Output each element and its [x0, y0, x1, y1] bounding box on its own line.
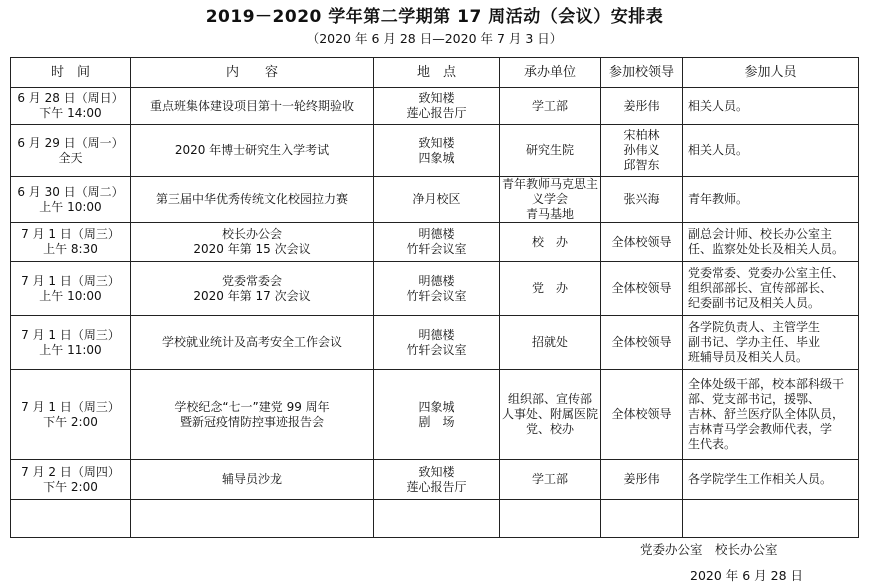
time-cell-line: 7 月 1 日（周三） — [21, 327, 120, 342]
place-cell-line: 莲心报告厅 — [406, 479, 467, 494]
leaders-cell-line: 全体校领导 — [611, 335, 672, 349]
table-row — [11, 316, 859, 370]
place-cell-line: 莲心报告厅 — [406, 106, 467, 120]
leaders-cell-line: 全体校领导 — [611, 281, 672, 295]
schedule-table — [10, 57, 859, 538]
organizer-cell-line: 招就处 — [531, 335, 568, 349]
content-cell-line: 2020 年第 17 次会议 — [193, 288, 311, 303]
place-cell — [374, 500, 500, 538]
table-header-row — [11, 58, 859, 88]
time-cell-line: 下午 14:00 — [39, 106, 102, 120]
participants-cell-line: 生代表。 — [688, 437, 737, 451]
participants-cell — [683, 88, 859, 125]
content-cell — [131, 262, 374, 316]
participants-cell-line: 组织部部长、宣传部部长、 — [688, 281, 833, 295]
organizer-cell-line: 学工部 — [531, 98, 568, 113]
participants-cell — [683, 316, 859, 370]
place-cell — [374, 125, 500, 177]
participants-cell-line: 各学院学生工作相关人员。 — [688, 472, 833, 486]
participants-cell-line: 全体处级干部，校本部科级干 — [688, 377, 845, 391]
table-row — [11, 500, 859, 538]
place-cell — [374, 223, 500, 262]
table-row — [11, 370, 859, 460]
header-place: 地 点 — [374, 58, 500, 88]
place-cell-line: 竹轩会议室 — [406, 342, 467, 357]
organizer-cell — [500, 316, 601, 370]
time-cell-line: 6 月 30 日（周二） — [17, 184, 124, 199]
participants-cell-line: 副书记、学办主任、毕业 — [688, 335, 821, 349]
time-cell-line: 上午 10:00 — [39, 199, 102, 214]
place-cell-line: 竹轩会议室 — [406, 242, 467, 256]
content-cell — [131, 125, 374, 177]
leaders-cell-line: 姜彤伟 — [623, 98, 660, 113]
time-cell — [11, 125, 131, 177]
participants-cell — [683, 500, 859, 538]
participants-cell-line: 吉林、舒兰医疗队全体队员， — [688, 407, 845, 421]
place-cell-line: 明德楼 — [418, 327, 455, 342]
time-cell-line: 7 月 2 日（周四） — [21, 464, 120, 479]
participants-cell — [683, 223, 859, 262]
content-cell-line: 第三届中华优秀传统文化校园拉力赛 — [155, 192, 348, 206]
participants-cell-line: 副总会计师、校长办公室主 — [688, 227, 833, 241]
date-range-subtitle: （2020 年 6 月 28 日—2020 年 7 月 3 日） — [306, 31, 563, 46]
table-row — [11, 88, 859, 125]
time-cell — [11, 316, 131, 370]
content-cell-line: 重点班集体建设项目第十一轮终期验收 — [149, 98, 354, 113]
place-cell — [374, 316, 500, 370]
table-row — [11, 177, 859, 223]
content-cell-line: 学校纪念“七一”建党 99 周年 — [174, 399, 330, 414]
place-cell — [374, 460, 500, 500]
participants-cell-line: 纪委副书记及相关人员。 — [688, 296, 821, 310]
table-row — [11, 125, 859, 177]
header-organizer: 承办单位 — [500, 58, 601, 88]
organizer-cell-line: 校 办 — [531, 234, 568, 249]
table-row — [11, 460, 859, 500]
participants-cell — [683, 370, 859, 460]
leaders-cell — [601, 316, 683, 370]
place-cell-line: 四象城 — [418, 399, 455, 414]
time-cell-line: 上午 8:30 — [43, 242, 98, 256]
place-cell — [374, 88, 500, 125]
page-title: 2019－2020 学年第二学期第 17 周活动（会议）安排表 — [205, 7, 664, 27]
leaders-cell — [601, 223, 683, 262]
organizer-cell-line: 青年教师马克思主义学会 — [502, 177, 599, 206]
organizer-cell — [500, 88, 601, 125]
leaders-cell-line: 邱智东 — [623, 158, 660, 172]
leaders-cell — [601, 500, 683, 538]
leaders-cell — [601, 370, 683, 460]
leaders-cell — [601, 88, 683, 125]
organizer-cell-line: 党 办 — [531, 281, 568, 295]
content-cell — [131, 370, 374, 460]
content-cell-line: 辅导员沙龙 — [221, 472, 282, 486]
place-cell-line: 四象城 — [418, 150, 455, 165]
participants-cell-line: 部、党支部书记，援鄂、 — [688, 392, 821, 406]
time-cell-line: 下午 2:00 — [43, 479, 98, 494]
table-row — [11, 223, 859, 262]
content-cell-line: 党委常委会 — [221, 273, 282, 288]
content-cell-line: 校长办公会 — [221, 227, 282, 241]
place-cell-line: 净月校区 — [412, 192, 461, 206]
organizer-cell-line: 青马基地 — [525, 207, 574, 221]
leaders-cell-line: 宋柏林 — [623, 128, 660, 142]
place-cell — [374, 370, 500, 460]
participants-cell — [683, 177, 859, 223]
participants-cell — [683, 460, 859, 500]
content-cell — [131, 460, 374, 500]
participants-cell-line: 党委常委、党委办公室主任、 — [688, 266, 845, 280]
time-cell-line: 7 月 1 日（周三） — [21, 227, 120, 241]
content-cell-line: 暨新冠疫情防控事迹报告会 — [179, 414, 324, 429]
place-cell-line: 剧 场 — [418, 414, 455, 429]
header-leaders: 参加校领导 — [601, 58, 683, 88]
time-cell — [11, 500, 131, 538]
content-cell-line: 学校就业统计及高考安全工作会议 — [161, 335, 342, 349]
leaders-cell-line: 全体校领导 — [611, 407, 672, 421]
organizer-cell — [500, 460, 601, 500]
issuing-offices: 党委办公室 校长办公室 — [640, 542, 778, 557]
time-cell-line: 下午 2:00 — [43, 414, 98, 429]
organizer-cell-line: 研究生院 — [525, 143, 574, 157]
organizer-cell — [500, 370, 601, 460]
participants-cell-line: 相关人员。 — [688, 98, 749, 113]
place-cell-line: 致知楼 — [418, 135, 455, 150]
organizer-cell-line: 人事处、附属医院 — [502, 407, 599, 421]
leaders-cell — [601, 460, 683, 500]
content-cell — [131, 177, 374, 223]
content-cell — [131, 316, 374, 370]
organizer-cell — [500, 223, 601, 262]
organizer-cell-line: 党、校办 — [525, 422, 574, 436]
time-cell-line: 上午 11:00 — [39, 342, 102, 357]
time-cell — [11, 460, 131, 500]
organizer-cell — [500, 500, 601, 538]
leaders-cell-line: 孙伟义 — [623, 143, 660, 157]
participants-cell — [683, 125, 859, 177]
participants-cell — [683, 262, 859, 316]
content-cell — [131, 500, 374, 538]
leaders-cell-line: 姜彤伟 — [623, 472, 660, 486]
place-cell — [374, 177, 500, 223]
participants-cell-line: 青年教师。 — [688, 192, 749, 206]
leaders-cell — [601, 262, 683, 316]
organizer-cell — [500, 177, 601, 223]
header-participants: 参加人员 — [683, 58, 859, 88]
time-cell — [11, 177, 131, 223]
table-row — [11, 262, 859, 316]
time-cell-line: 6 月 28 日（周日） — [17, 91, 124, 105]
place-cell-line: 明德楼 — [418, 227, 455, 241]
place-cell — [374, 262, 500, 316]
time-cell-line: 7 月 1 日（周三） — [21, 399, 120, 414]
participants-cell-line: 班辅导员及相关人员。 — [688, 350, 809, 364]
leaders-cell — [601, 177, 683, 223]
time-cell — [11, 262, 131, 316]
time-cell-line: 7 月 1 日（周三） — [21, 273, 120, 288]
organizer-cell — [500, 262, 601, 316]
content-cell — [131, 223, 374, 262]
leaders-cell-line: 全体校领导 — [611, 234, 672, 249]
time-cell-line: 全天 — [58, 150, 83, 165]
time-cell — [11, 370, 131, 460]
organizer-cell-line: 学工部 — [531, 472, 568, 486]
participants-cell-line: 吉林青马学会教师代表，学 — [688, 422, 833, 436]
header-content: 内 容 — [131, 58, 374, 88]
place-cell-line: 致知楼 — [418, 464, 455, 479]
participants-cell-line: 各学院负责人、主管学生 — [688, 320, 821, 334]
time-cell-line: 6 月 29 日（周一） — [17, 135, 124, 150]
leaders-cell — [601, 125, 683, 177]
leaders-cell-line: 张兴海 — [623, 192, 660, 206]
time-cell — [11, 88, 131, 125]
time-cell-line: 上午 10:00 — [39, 288, 102, 303]
organizer-cell-line: 组织部、宣传部 — [507, 392, 592, 406]
content-cell — [131, 88, 374, 125]
time-cell — [11, 223, 131, 262]
issue-date: 2020 年 6 月 28 日 — [690, 568, 804, 583]
participants-cell-line: 相关人员。 — [688, 143, 749, 157]
place-cell-line: 竹轩会议室 — [406, 288, 467, 303]
place-cell-line: 致知楼 — [418, 91, 455, 105]
content-cell-line: 2020 年第 15 次会议 — [193, 242, 311, 256]
place-cell-line: 明德楼 — [418, 273, 455, 288]
participants-cell-line: 任、监察处处长及相关人员。 — [688, 242, 845, 256]
content-cell-line: 2020 年博士研究生入学考试 — [174, 143, 330, 157]
header-time: 时 间 — [11, 58, 131, 88]
organizer-cell — [500, 125, 601, 177]
